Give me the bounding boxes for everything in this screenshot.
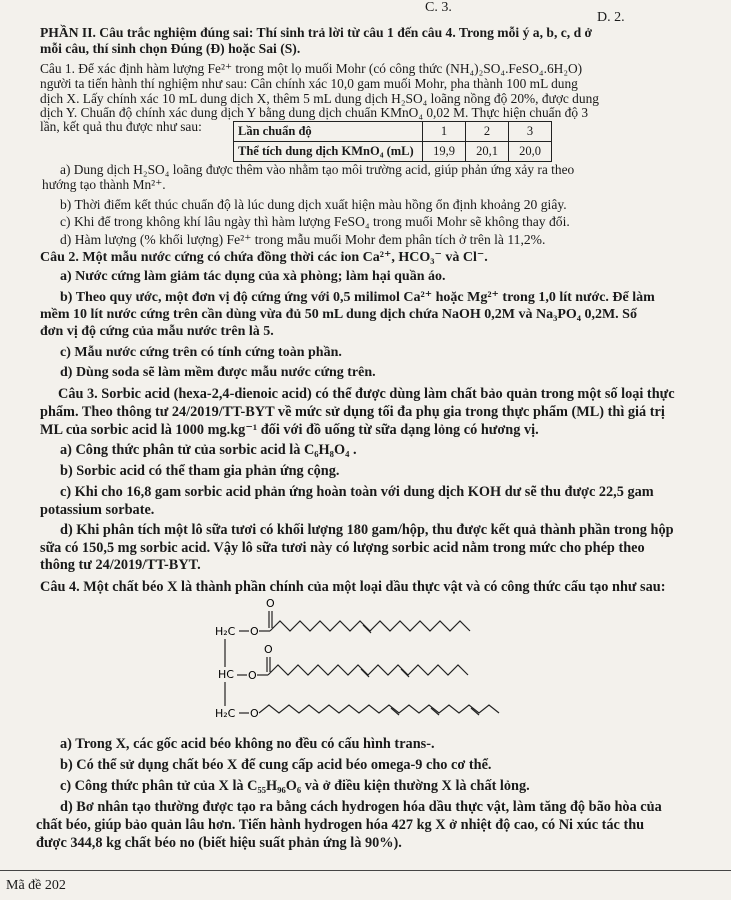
q3-a: a) Công thức phân tử của sorbic acid là C₆H₈O₄ . [60, 442, 357, 458]
option-d: D. 2. [597, 10, 625, 25]
q3-c-cont: potassium sorbate. [40, 502, 155, 518]
struct-o-label: O [264, 643, 273, 656]
struct-o-label: O [250, 625, 259, 638]
q3-c: c) Khi cho 16,8 gam sorbic acid phản ứng hoàn toàn với dung dịch KOH dư sẽ thu được 22,5 gam [60, 484, 654, 500]
q3-d: d) Khi phân tích một lô sữa tươi có khối lượng 180 gam/hộp, thu được kết quả thành phần trong hộp [60, 522, 674, 538]
q2-b-cont: mềm 10 lít nước cứng trên cần dùng vừa đủ 50 mL dung dịch chứa NaOH 0,2M và Na₃PO₄ 0,2M. Số [40, 307, 637, 322]
q2-b-cont-2: đơn vị độ cứng của mẫu nước trên là 5. [40, 324, 274, 339]
q3-stem-3: ML của sorbic acid là 1000 mg.kg⁻¹ đối với đồ uống từ sữa dạng lỏng có hương vị. [40, 422, 539, 438]
table-cell: 19,9 [423, 142, 466, 162]
part2-title-cont: mỗi câu, thí sinh chọn Đúng (Đ) hoặc Sai (S). [40, 41, 301, 56]
q1-stem: Câu 1. Để xác định hàm lượng Fe²⁺ trong một lọ muối Mohr (có công thức (NH₄)₂SO₄.FeSO₄.6H₂O) [40, 61, 583, 76]
q1-stem-2: người ta tiến hành thí nghiệm như sau: Cân chính xác 10,0 gam muối Mohr, pha thành 100 mL dung [40, 76, 578, 91]
q4-stem: Câu 4. Một chất béo X là thành phần chính của một loại dầu thực vật và có công thức cấu tạo như sau: [40, 579, 666, 595]
double-bond [363, 625, 371, 633]
double-bond [361, 669, 369, 677]
q1-b: b) Thời điểm kết thúc chuẩn độ là lúc dung dịch xuất hiện màu hồng ổn định khoảng 20 giây. [60, 197, 567, 212]
q1-stem-4: dịch Y. Chuẩn độ chính xác dung dịch Y bằng dung dịch chuẩn KMnO₄ 0,02 M. Thực hiện chuẩn độ 3 [40, 105, 589, 120]
q4-d-cont-2: được 344,8 kg chất béo no (biết hiệu suất phản ứng là 90%). [36, 835, 402, 851]
struct-o-label: O [266, 597, 275, 610]
q1-a: a) Dung dịch H₂SO₄ loãng được thêm vào nhằm tạo môi trường acid, giúp phản ứng xảy ra theo [60, 162, 575, 177]
q3-stem-2: phẩm. Theo thông tư 24/2019/TT-BYT về mức sử dụng tối đa phụ gia trong thực phẩm (ML) thì giá trị [40, 404, 665, 420]
q1-d: d) Hàm lượng (% khối lượng) Fe²⁺ trong mẫu muối Mohr đem phân tích ở trên là 11,2%. [60, 232, 546, 247]
q1-stem-3: dịch X. Lấy chính xác 10 mL dung dịch X, thêm 5 mL dung dịch H₂SO₄ loãng nồng độ 20%, được dung [40, 91, 599, 106]
table-header-volume: Thể tích dung dịch KMnO₄ (mL) [234, 142, 423, 162]
table-cell: 20,1 [466, 142, 509, 162]
q2-d: d) Dùng soda sẽ làm mềm được mẫu nước cứng trên. [60, 365, 376, 380]
footer-divider [0, 870, 731, 871]
q4-d-cont: chất béo, giúp bảo quản lâu hơn. Tiến hành hydrogen hóa 427 kg X ở nhiệt độ cao, có Ni xúc tác thu [36, 817, 645, 833]
q2-b: b) Theo quy ước, một đơn vị độ cứng ứng với 0,5 milimol Ca²⁺ hoặc Mg²⁺ trong 1,0 lít nước. Để làm [60, 290, 655, 305]
chain-2 [268, 665, 468, 675]
q4-d: d) Bơ nhân tạo thường được tạo ra bằng cách hydrogen hóa dầu thực vật, làm tăng độ bão hòa của [60, 799, 662, 815]
q1-c: c) Khi để trong không khí lâu ngày thì hàm lượng FeSO₄ trong muối Mohr sẽ không thay đổi. [60, 214, 570, 229]
double-bond [401, 669, 409, 677]
option-c: C. 3. [425, 0, 452, 15]
part2-title: PHẦN II. Câu trắc nghiệm đúng sai: Thí sinh trả lời từ câu 1 đến câu 4. Trong mỗi ý a, b, c, d ở [40, 25, 593, 40]
q4-b: b) Có thể sử dụng chất béo X để cung cấp acid béo omega-9 cho cơ thể. [60, 757, 492, 773]
titration-table [233, 121, 552, 162]
table-row [234, 142, 552, 162]
table-cell: 20,0 [509, 142, 552, 162]
chain-3 [259, 705, 499, 713]
q1-a-cont: hướng tạo thành Mn²⁺. [42, 177, 166, 192]
table-row [234, 122, 552, 142]
triglyceride-structure [215, 595, 535, 725]
exam-code: Mã đề 202 [6, 878, 66, 893]
struct-o-label: O [250, 707, 259, 720]
q3-d-cont-2: thông tư 24/2019/TT-BYT. [40, 557, 201, 573]
q4-c: c) Công thức phân tử của X là C₅₅H₉₆O₆ và ở điều kiện thường X là chất lỏng. [60, 778, 530, 794]
q3-stem: Câu 3. Sorbic acid (hexa-2,4-dienoic acid) có thể được dùng làm chất bảo quản trong một số loại thực [58, 386, 675, 402]
table-header-trial: Lần chuẩn độ [234, 122, 423, 142]
q3-d-cont: sữa có 150,5 mg sorbic acid. Vậy lô sữa tươi này có lượng sorbic acid nằm trong mức cho phép theo [40, 540, 645, 556]
q1-stem-5: lần, kết quả thu được như sau: [40, 119, 202, 134]
q3-b: b) Sorbic acid có thể tham gia phản ứng cộng. [60, 463, 340, 479]
q4-a: a) Trong X, các gốc acid béo không no đều có cấu hình trans-. [60, 736, 435, 752]
q2-stem: Câu 2. Một mẫu nước cứng có chứa đồng thời các ion Ca²⁺, HCO₃⁻ và Cl⁻. [40, 250, 488, 265]
table-cell: 1 [423, 122, 466, 142]
table-cell: 3 [509, 122, 552, 142]
table-cell: 2 [466, 122, 509, 142]
q2-a: a) Nước cứng làm giảm tác dụng của xà phòng; làm hại quần áo. [60, 269, 446, 284]
struct-c3-label: H₂C [215, 707, 236, 720]
q2-c: c) Mẫu nước cứng trên có tính cứng toàn phần. [60, 345, 342, 360]
struct-c1-label: H₂C [215, 625, 236, 638]
struct-o-label: O [248, 669, 257, 682]
struct-c2-label: HC [218, 668, 234, 681]
chain-1 [270, 621, 470, 631]
